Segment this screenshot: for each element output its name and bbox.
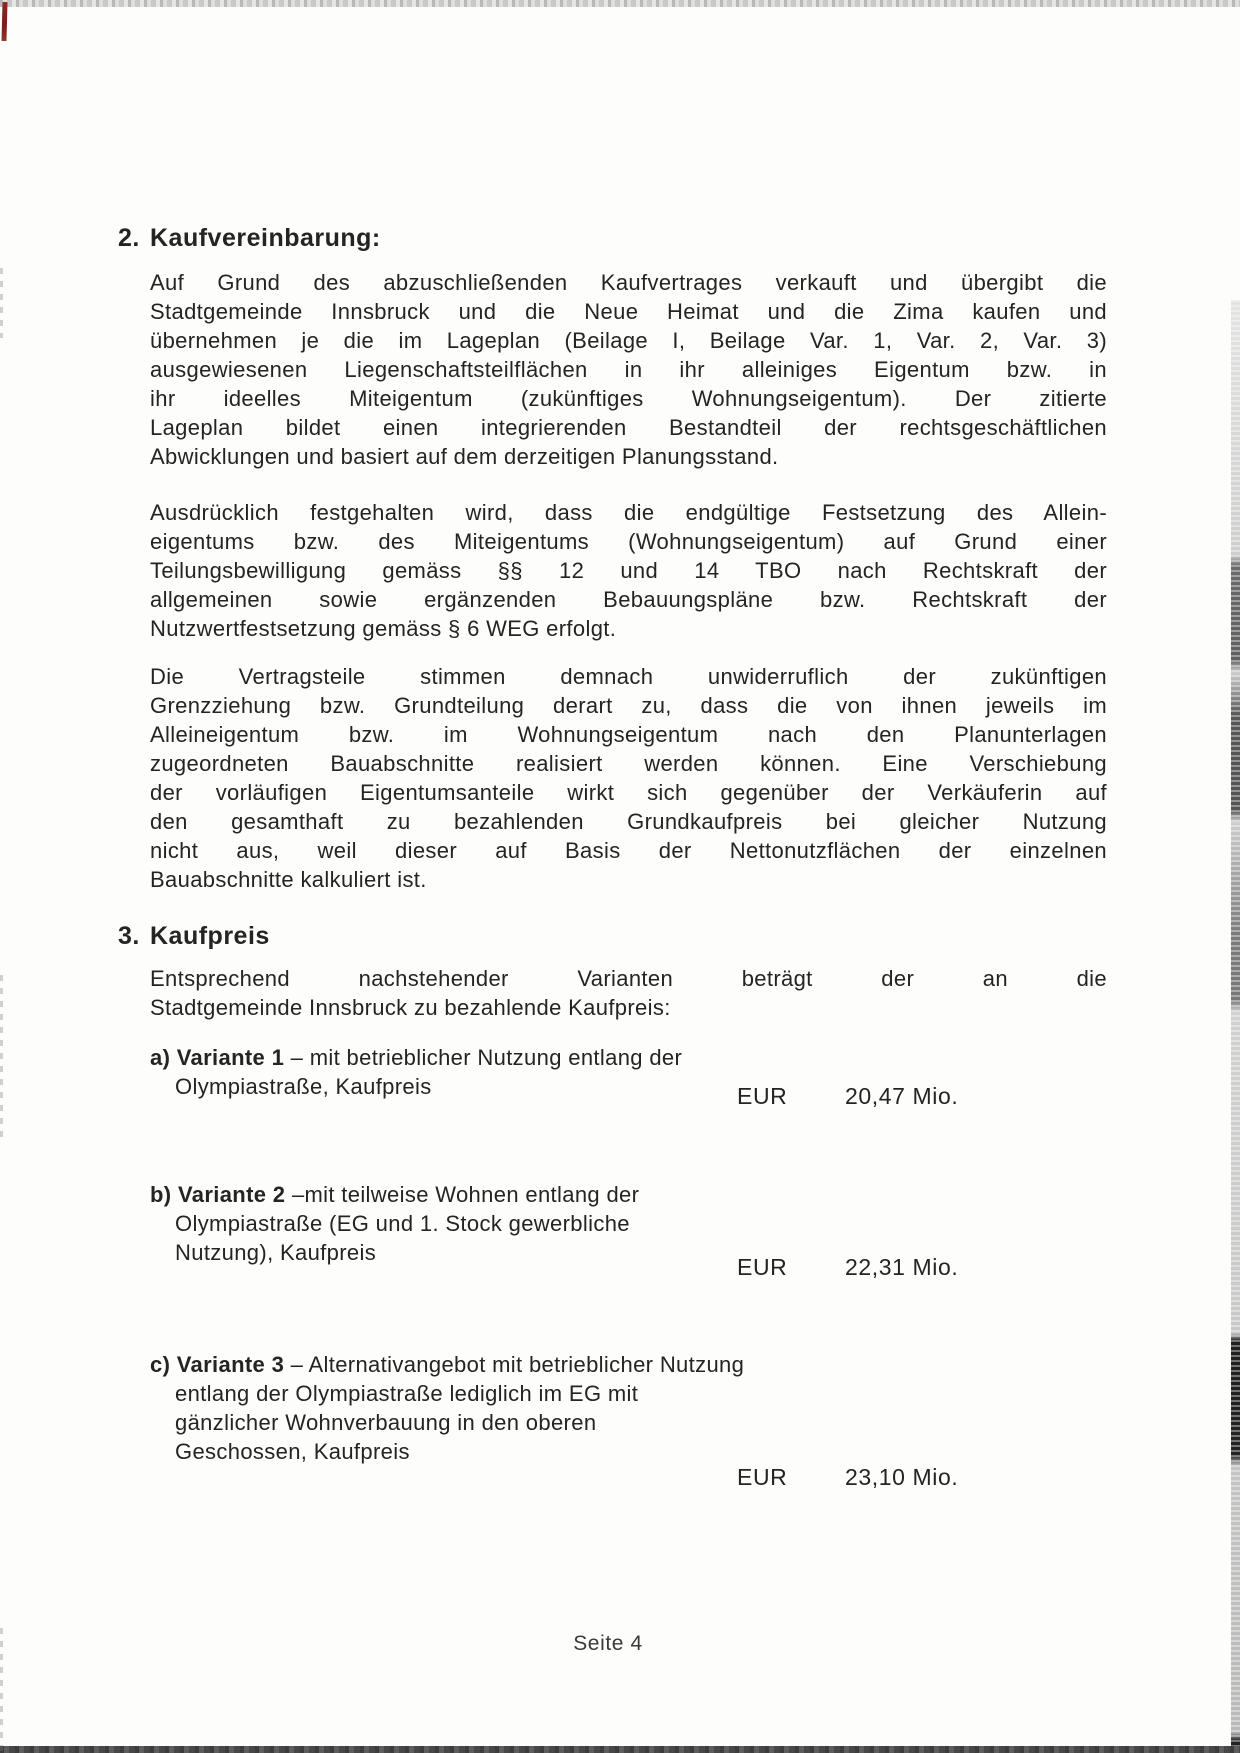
text-line: Lageplan bildet einen integrierenden Bestandteil der rechtsgeschäftlichen xyxy=(150,415,1107,440)
text-line: Entsprechend nachstehender Varianten beträgt der an die xyxy=(150,966,1107,991)
variant-description: Olympiastraße, Kaufpreis xyxy=(175,1074,432,1099)
text-line: zugeordneten Bauabschnitte realisiert werden können. Eine Verschiebung xyxy=(150,751,1107,776)
variant-description: – mit betrieblicher Nutzung entlang der xyxy=(284,1045,683,1070)
variant-description: Geschossen, Kaufpreis xyxy=(175,1439,410,1464)
paragraph-kaufvereinbarung-2 xyxy=(150,498,1107,643)
text-line: übernehmen je die im Lageplan (Beilage I, Beilage Var. 1, Var. 2, Var. 3) xyxy=(150,328,1107,353)
section-number: 3. xyxy=(118,922,140,950)
text-line xyxy=(150,1043,1107,1072)
text-line: Ausdrücklich festgehalten wird, dass die endgültige Festsetzung des Allein- xyxy=(150,500,1107,525)
section-2-heading xyxy=(118,224,381,253)
text-line: Grenzziehung bzw. Grundteilung derart zu, dass die von ihnen jeweils im xyxy=(150,693,1107,718)
currency-label: EUR xyxy=(737,1083,788,1109)
page-number-footer: Seite 4 xyxy=(573,1632,643,1655)
variant-description: Nutzung), Kaufpreis xyxy=(175,1240,377,1265)
scan-artifact-left-dashes xyxy=(0,268,3,338)
variant-title: Variante 1 xyxy=(176,1045,285,1070)
price-amount: 23,10 Mio. xyxy=(845,1464,959,1490)
scan-artifact-red-mark xyxy=(1,2,7,41)
text-line: nicht aus, weil dieser auf Basis der Nettonutzflächen der einzelnen xyxy=(150,838,1107,863)
variant-title: Variante 3 xyxy=(176,1352,285,1377)
variant-marker: a) xyxy=(150,1045,171,1070)
scan-artifact-top-edge xyxy=(0,0,1240,7)
variant-marker: b) xyxy=(150,1182,172,1207)
text-line: den gesamthaft zu bezahlenden Grundkaufpreis bei gleicher Nutzung xyxy=(150,809,1107,834)
text-line: allgemeinen sowie ergänzenden Bebauungspläne bzw. Rechtskraft der xyxy=(150,587,1107,612)
text-line: gänzlicher Wohnverbauung in den oberen xyxy=(175,1410,597,1435)
text-line: Stadtgemeinde Innsbruck zu bezahlende Kaufpreis: xyxy=(150,995,671,1020)
text-line: Stadtgemeinde Innsbruck und die Neue Heimat und die Zima kaufen und xyxy=(150,299,1107,324)
text-line: Alleineigentum bzw. im Wohnungseigentum nach den Planunterlagen xyxy=(150,722,1107,747)
paragraph-kaufvereinbarung-3 xyxy=(150,662,1107,894)
text-line xyxy=(175,1072,1107,1109)
text-line: Nutzwertfestsetzung gemäss § 6 WEG erfolgt. xyxy=(150,616,617,641)
text-line: der vorläufigen Eigentumsanteile wirkt sich gegenüber der Verkäuferin auf xyxy=(150,780,1107,805)
scan-artifact-bottom-edge xyxy=(0,1746,1240,1753)
text-line xyxy=(175,1238,1107,1280)
text-line: ihr ideelles Miteigentum (zukünftiges Wohnungseigentum). Der zitierte xyxy=(150,386,1107,411)
text-line: ausgewiesenen Liegenschaftsteilflächen in ihr alleiniges Eigentum bzw. in xyxy=(150,357,1107,382)
section-title: Kaufpreis xyxy=(150,922,270,950)
paragraph-kaufvereinbarung-1 xyxy=(150,268,1107,471)
text-line xyxy=(150,1180,1107,1209)
variant-marker: c) xyxy=(150,1352,171,1377)
variant-b-block xyxy=(150,1180,1107,1280)
currency-label: EUR xyxy=(737,1254,788,1280)
variant-a-block xyxy=(150,1043,1107,1109)
price-amount: 22,31 Mio. xyxy=(845,1254,959,1280)
price-amount: 20,47 Mio. xyxy=(845,1083,959,1109)
scan-artifact-right-edge xyxy=(1231,300,1240,1753)
currency-label: EUR xyxy=(737,1464,788,1490)
text-line: eigentums bzw. des Miteigentums (Wohnungseigentum) auf Grund einer xyxy=(150,529,1107,554)
section-number: 2. xyxy=(118,224,140,252)
text-line: Die Vertragsteile stimmen demnach unwiderruflich der zukünftigen xyxy=(150,664,1107,689)
text-line: Auf Grund des abzuschließenden Kaufvertrages verkauft und übergibt die xyxy=(150,270,1107,295)
scan-artifact-left-dashes xyxy=(0,975,3,1140)
text-line: entlang der Olympiastraße lediglich im EG mit xyxy=(175,1381,639,1406)
text-line: Teilungsbewilligung gemäss §§ 12 und 14 TBO nach Rechtskraft der xyxy=(150,558,1107,583)
paragraph-kaufpreis-intro xyxy=(150,964,1107,1022)
variant-title: Variante 2 xyxy=(177,1182,286,1207)
section-title: Kaufvereinbarung: xyxy=(150,224,381,252)
variant-description: – Alternativangebot mit betrieblicher Nutzung xyxy=(284,1352,745,1377)
variant-c-block xyxy=(150,1350,1107,1490)
variant-description: –mit teilweise Wohnen entlang der xyxy=(285,1182,640,1207)
text-line: Bauabschnitte kalkuliert ist. xyxy=(150,867,427,892)
section-3-heading xyxy=(118,922,270,951)
text-line: Abwicklungen und basiert auf dem derzeitigen Planungsstand. xyxy=(150,444,779,469)
text-line xyxy=(150,1350,1107,1379)
text-line xyxy=(175,1437,1107,1490)
text-line: Olympiastraße (EG und 1. Stock gewerbliche xyxy=(175,1211,630,1236)
